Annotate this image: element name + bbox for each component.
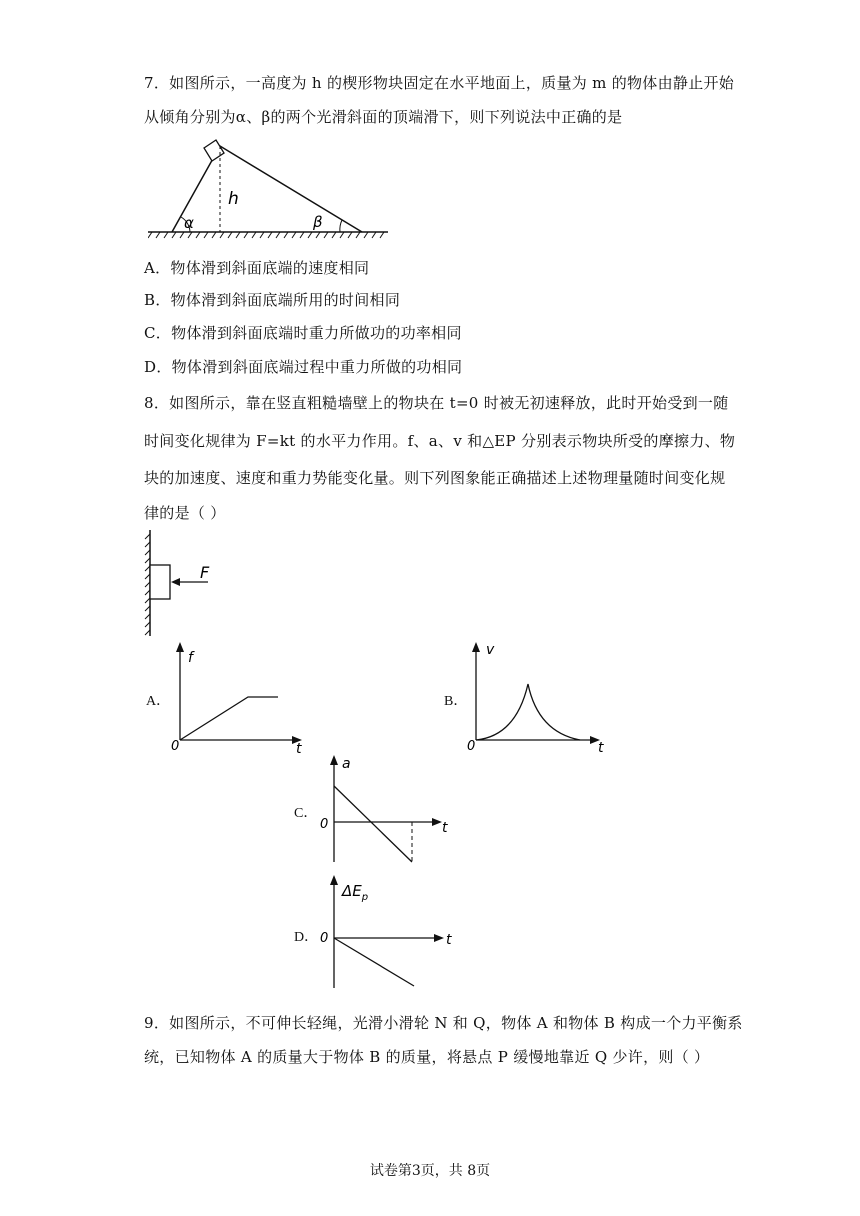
- graph-b-y-axis-label: v: [486, 642, 495, 658]
- graph-d: [314, 872, 464, 992]
- graph-d-label: D．: [294, 930, 319, 945]
- graph-b-x-axis-label: t: [598, 740, 604, 754]
- graph-c-x-axis-label: t: [442, 820, 448, 836]
- q7-option-a: A．物体滑到斜面底端的速度相同: [144, 259, 370, 277]
- graph-b-origin: 0: [467, 739, 476, 754]
- q7-option-c: C．物体滑到斜面底端时重力所做功的功率相同: [144, 324, 462, 342]
- q8-stem-line-1: 8．如图所示，靠在竖直粗糙墙壁上的物块在 t=0 时被无初速释放，此时开始受到一随: [144, 394, 729, 412]
- q7-option-b: B．物体滑到斜面底端所用的时间相同: [144, 291, 401, 309]
- graph-c-origin: 0: [320, 817, 329, 832]
- beta-label: β: [313, 213, 323, 231]
- q9-stem-line-1: 9．如图所示，不可伸长轻绳，光滑小滑轮 N 和 Q，物体 A 和物体 B 构成一个力平衡系: [144, 1014, 743, 1032]
- graph-d-origin: 0: [320, 931, 329, 946]
- graph-a-y-axis-label: f: [188, 650, 193, 666]
- force-label: F: [200, 563, 210, 582]
- h-label: h: [228, 189, 239, 209]
- q8-stem-line-4: 律的是（ ）: [144, 504, 226, 522]
- graph-a-label: A．: [146, 694, 171, 709]
- graph-a-origin: 0: [171, 739, 180, 754]
- graph-c-y-axis-label: a: [342, 756, 351, 772]
- wedge-figure: [148, 134, 393, 244]
- graph-b: [466, 640, 616, 754]
- alpha-label: α: [184, 214, 194, 232]
- q7-option-d: D．物体滑到斜面底端过程中重力所做的功相同: [144, 358, 463, 376]
- graph-d-x-axis-label: t: [446, 932, 452, 948]
- graph-c-label: C．: [294, 806, 318, 821]
- svg-text:ΔEp: [341, 882, 368, 903]
- graph-a-x-axis-label: t: [296, 741, 302, 754]
- q8-stem-line-3: 块的加速度、速度和重力势能变化量。则下列图象能正确描述上述物理量随时间变化规: [144, 469, 726, 487]
- graph-c: [314, 752, 464, 868]
- q7-stem-line-2: 从倾角分别为α、β的两个光滑斜面的顶端滑下，则下列说法中正确的是: [144, 108, 623, 126]
- graph-d-y-axis-label: ΔE: [342, 882, 362, 900]
- graph-b-label: B．: [444, 694, 468, 709]
- page-footer: 试卷第3页，共 8页: [369, 1163, 491, 1179]
- q8-stem-line-2: 时间变化规律为 F=kt 的水平力作用。f、a、v 和△EP 分别表示物块所受的摩擦力、物: [144, 432, 736, 450]
- graph-d-y-axis-subscript: p: [361, 892, 369, 903]
- wall-block-figure: [140, 528, 230, 640]
- graph-a: [168, 640, 308, 754]
- q9-stem-line-2: 统，已知物体 A 的质量大于物体 B 的质量，将悬点 P 缓慢地靠近 Q 少许，则（ ）: [144, 1048, 710, 1066]
- q7-stem-line-1: 7．如图所示，一高度为 h 的楔形物块固定在水平地面上，质量为 m 的物体由静止开始: [144, 74, 735, 92]
